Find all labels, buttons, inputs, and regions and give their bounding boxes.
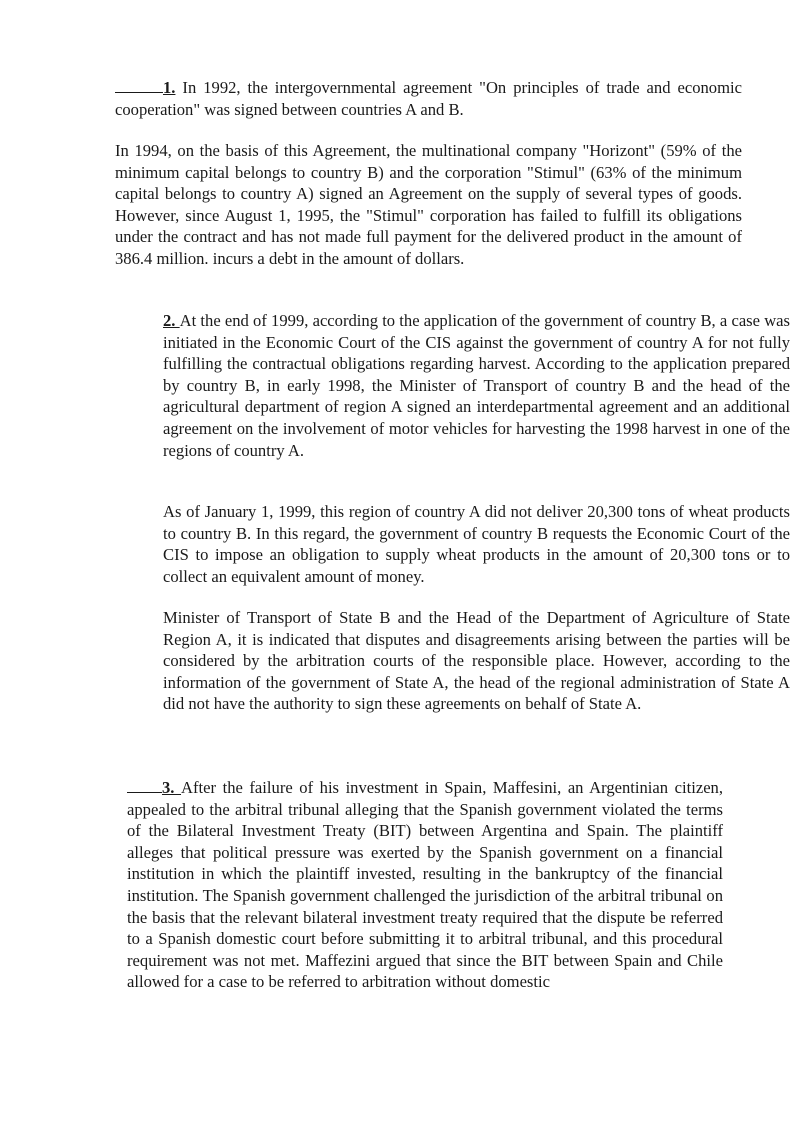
case-2-delivery-paragraph (115, 501, 790, 587)
case-1-text: In 1992, the intergovernmental agreement "On principles of trade and economic cooperation" was signed between countries A and B. (115, 78, 742, 119)
case-1-number: 1. (163, 78, 176, 97)
blank-line (127, 777, 162, 793)
case-1-paragraph (115, 77, 742, 120)
case-1-details-paragraph (115, 140, 742, 270)
case-2-paragraph (115, 310, 790, 461)
blank-line (115, 77, 163, 93)
case-1-details-text: In 1994, on the basis of this Agreement, the multinational company "Horizont" (59% of the minimum capital belongs to country B) and the corporation "Stimul" (63% of the minimum capital belongs to country A) signed an Agreement on the supply of several types of goods. However, since August 1, 1995, the "Stimul" corporation has failed to fulfill its obligations under the contract and has not made full payment for the delivered product in the amount of 386.4 million. incurs a debt in the amount of dollars. (115, 141, 742, 268)
case-2-number: 2. (163, 311, 180, 330)
case-2-jurisdiction-text: Minister of Transport of State B and the Head of the Department of Agriculture of State Region A, it is indicated that disputes and disagreements arising between the parties will be considered by the arbitration courts of the responsible place. However, according to the information of the government of State A, the head of the regional administration of State A did not have the authority to sign these agreements on behalf of State A. (163, 608, 790, 714)
case-2-jurisdiction-paragraph (115, 607, 790, 715)
case-3-number: 3. (162, 778, 182, 797)
case-2-delivery-text: As of January 1, 1999, this region of country A did not deliver 20,300 tons of wheat products to country B. In this regard, the government of country B requests the Economic Court of the CIS to impose an obligation to supply wheat products in the amount of 20,300 tons or to collect an equivalent amount of money. (163, 502, 790, 586)
case-2-text: At the end of 1999, according to the application of the government of country B, a case was initiated in the Economic Court of the CIS against the government of country A for not fully fulfilling the contractual obligations regarding harvest. According to the application prepared by country B, in early 1998, the Minister of Transport of country B and the head of the agricultural department of region A signed an interdepartmental agreement and an additional agreement on the involvement of motor vehicles for harvesting the 1998 harvest in one of the regions of country A. (163, 311, 790, 460)
case-3-paragraph (127, 777, 723, 993)
case-3-text: After the failure of his investment in Spain, Maffesini, an Argentinian citizen, appealed to the arbitral tribunal alleging that the Spanish government violated the terms of the Bilateral Investment Treaty (BIT) between Argentina and Spain. The plaintiff alleges that political pressure was exerted by the Spanish government on a financial institution in which the plaintiff invested, resulting in the bankruptcy of the financial institution. The Spanish government challenged the jurisdiction of the arbitral tribunal on the basis that the relevant bilateral investment treaty required that the dispute be referred to a Spanish domestic court before submitting it to arbitral tribunal, and this procedural requirement was not met. Maffezini argued that since the BIT between Spain and Chile allowed for a case to be referred to arbitration without domestic (127, 778, 724, 992)
